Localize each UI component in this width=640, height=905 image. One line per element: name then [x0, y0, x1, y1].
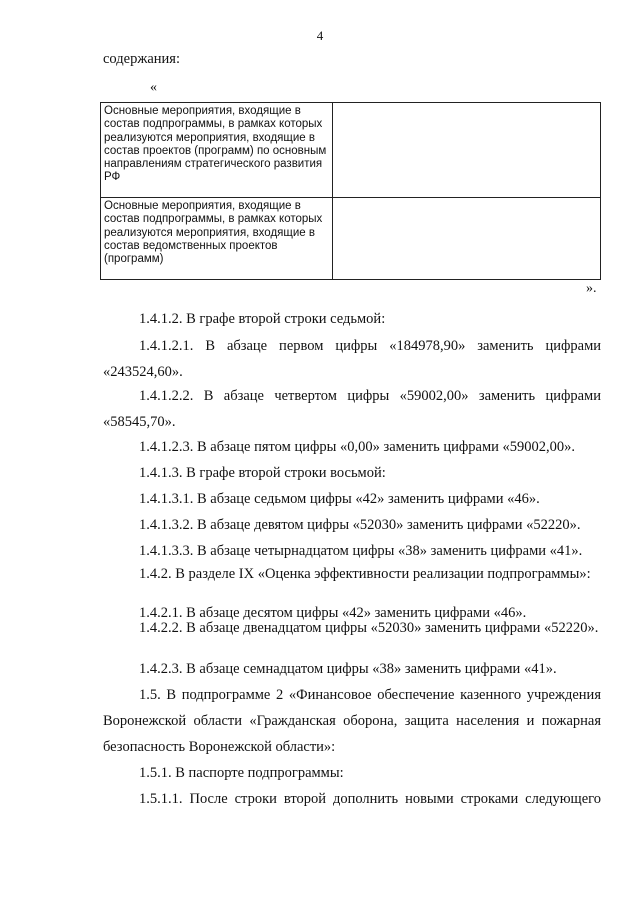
- paragraph: 1.4.1.3.2. В абзаце девятом цифры «52030» заменить цифрами «52220».: [139, 517, 581, 533]
- paragraph: 1.4.1.3.1. В абзаце седьмом цифры «42» заменить цифрами «46».: [139, 491, 540, 507]
- paragraph: 1.4.2.1. В абзаце десятом цифры «42» заменить цифрами «46».: [139, 605, 527, 621]
- paragraph: 1.5. В подпрограмме 2 «Финансовое обеспечение казенного учреждения Воронежской области «Гражданская оборона, защита населения и пожарная безопасность Воронежской области»:: [103, 687, 601, 755]
- intro-text: содержания:: [103, 51, 181, 67]
- table-cell-value: [333, 103, 601, 198]
- paragraph: 1.4.1.2.1. В абзаце первом цифры «184978,90» заменить цифрами «243524,60».: [103, 338, 601, 380]
- table-row: [101, 103, 601, 198]
- paragraph: 1.5.1.1. После строки второй дополнить новыми строками следующего: [139, 791, 601, 807]
- paragraph: 1.4.1.3. В графе второй строки восьмой:: [139, 465, 386, 481]
- paragraph: 1.4.1.2.2. В абзаце четвертом цифры «59002,00» заменить цифрами «58545,70».: [103, 388, 601, 430]
- page-number: 4: [316, 28, 324, 43]
- paragraph: 1.4.2.2. В абзаце двенадцатом цифры «52030» заменить цифрами «52220».: [139, 620, 599, 636]
- table-cell-value: [333, 198, 601, 280]
- table-cell-label: Основные мероприятия, входящие в состав подпрограммы, в рамках которых реализуются мероприятия, входящие в состав проектов (программ) по основным направлениям стратегического развития РФ: [101, 103, 333, 198]
- paragraph: 1.5.1. В паспорте подпрограммы:: [139, 765, 344, 781]
- table-cell-label: Основные мероприятия, входящие в состав подпрограммы, в рамках которых реализуются мероприятия, входящие в состав ведомственных проектов (программ): [101, 198, 333, 280]
- amendment-table: [100, 102, 601, 280]
- close-quote: ».: [586, 281, 597, 296]
- paragraph: 1.4.1.3.3. В абзаце четырнадцатом цифры «38» заменить цифрами «41».: [139, 543, 583, 559]
- paragraph: 1.4.1.2. В графе второй строки седьмой:: [139, 311, 386, 327]
- paragraph: 1.4.1.2.3. В абзаце пятом цифры «0,00» заменить цифрами «59002,00».: [139, 439, 576, 455]
- paragraph: 1.4.2.3. В абзаце семнадцатом цифры «38» заменить цифрами «41».: [139, 661, 557, 677]
- open-quote: «: [150, 80, 157, 95]
- table-row: [101, 198, 601, 280]
- paragraph: 1.4.2. В разделе IX «Оценка эффективности реализации подпрограммы»:: [139, 566, 591, 582]
